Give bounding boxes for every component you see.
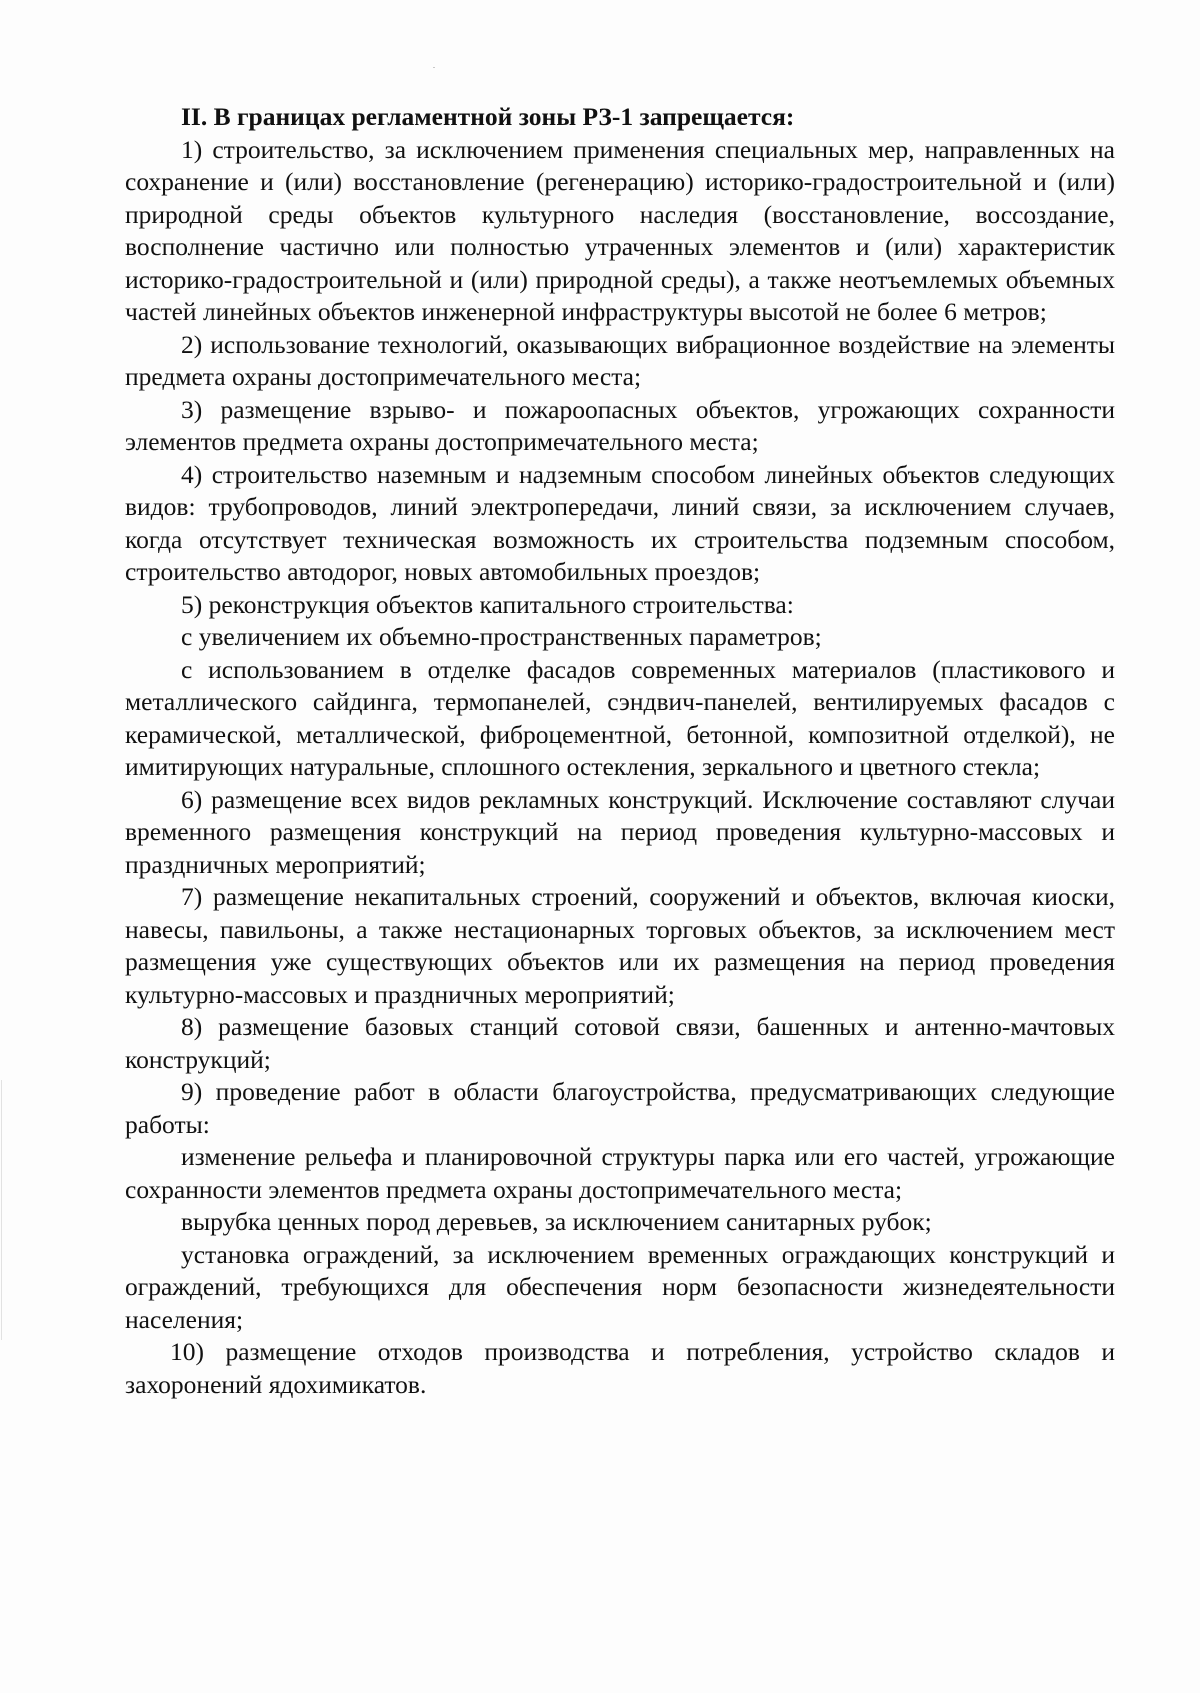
sub-item-9b: вырубка ценных пород деревьев, за исключением санитарных рубок; (181, 1207, 932, 1236)
list-item-6: 6) размещение всех видов рекламных конструкций. Исключение составляют случаи временного размещения конструкций на период проведения культурно-массовых и праздничных мероприятий; (125, 784, 1115, 879)
scan-edge (1, 1080, 2, 1340)
list-item-7: 7) размещение некапитальных строений, сооружений и объектов, включая киоски, навесы, павильоны, а также нестационарных торговых объектов, за исключением мест размещения уже существующих объектов или их размещения на период проведения культурно-массовых и праздничных мероприятий; (125, 882, 1115, 1009)
list-item-9: 9) проведение работ в области благоустройства, предусматривающих следующие работы: (125, 1077, 1115, 1139)
sub-item-9c: установка ограждений, за исключением временных ограждающих конструкций и ограждений, требующихся для обеспечения норм безопасности жизнедеятельности населения; (125, 1239, 1115, 1334)
section-heading: II. В границах регламентной зоны РЗ-1 запрещается: (181, 102, 795, 131)
sub-item-9a: изменение рельефа и планировочной структуры парка или его частей, угрожающие сохранности элементов предмета охраны достопримечательного места; (125, 1142, 1115, 1204)
list-item-5: 5) реконструкция объектов капитального строительства: (181, 589, 794, 619)
scan-mark (433, 67, 435, 68)
list-item-3: 3) размещение взрыво- и пожароопасных объектов, угрожающих сохранности элементов предмета охраны достопримечательного места; (125, 394, 1115, 456)
list-item-8: 8) размещение базовых станций сотовой связи, башенных и антенно-мачтовых конструкций; (125, 1012, 1115, 1074)
sub-item-5a: с увеличением их объемно-пространственных параметров; (181, 622, 822, 651)
list-item-4: 4) строительство наземным и надземным способом линейных объектов следующих видов: трубопроводов, линий электропередачи, линий связи, за исключением случаев, когда отсутствует техническая возможность их строительства подземным способом, строительство автодорог, новых автомобильных проездов; (125, 459, 1115, 586)
document-body (125, 101, 1115, 1401)
list-item-2: 2) использование технологий, оказывающих вибрационное воздействие на элементы предмета охраны достопримечательного места; (125, 329, 1115, 391)
sub-item-5b: с использованием в отделке фасадов современных материалов (пластикового и металлического сайдинга, термопанелей, сэндвич-панелей, вентилируемых фасадов с керамической, металлической, фиброцементной, бетонной, композитной отделкой), не имитирующих натуральные, сплошного остекления, зеркального и цветного стекла; (125, 654, 1115, 781)
list-item-10: 10) размещение отходов производства и потребления, устройство складов и захоронений ядохимикатов. (125, 1337, 1115, 1399)
list-item-1: 1) строительство, за исключением применения специальных мер, направленных на сохранение и (или) восстановление (регенерацию) историко-градостроительной и (или) природной среды объектов культурного наследия (восстановление, воссоздание, восполнение частично или полностью утраченных элементов и (или) характеристик историко-градостроительной и (или) природной среды), а также неотъемлемых объемных частей линейных объектов инженерной инфраструктуры высотой не более 6 метров; (125, 134, 1115, 326)
